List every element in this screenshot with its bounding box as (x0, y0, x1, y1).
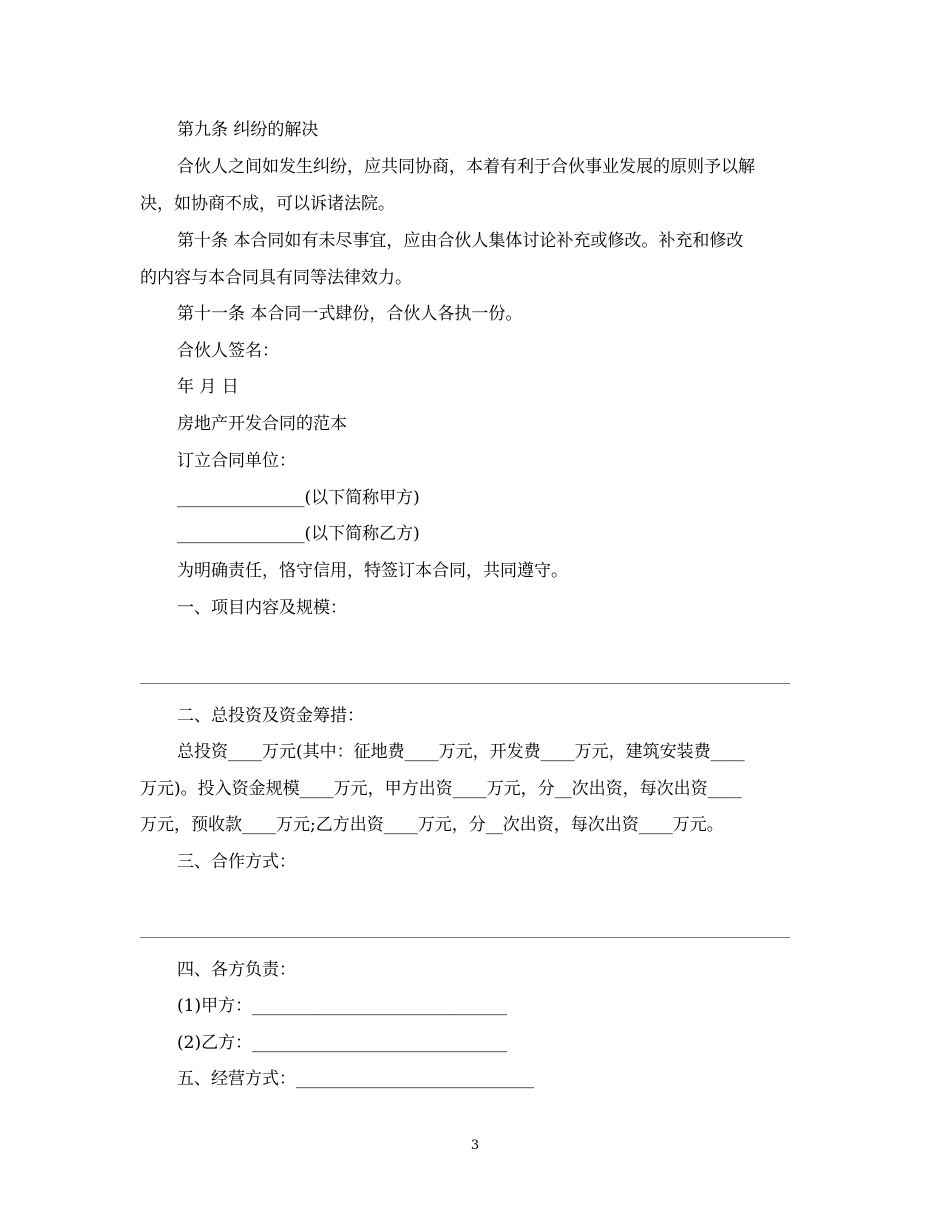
party-b-responsibility: (2)乙方：______________________________ (177, 1033, 508, 1053)
contracting-units-label: 订立合同单位： (177, 451, 296, 471)
party-a-blank: _______________(以下简称甲方) (177, 488, 420, 508)
party-b-blank: _______________(以下简称乙方) (177, 524, 420, 544)
article-11: 第十一条 本合同一式肆份，合伙人各执一份。 (177, 304, 523, 324)
article-9-heading: 第九条 纠纷的解决 (177, 120, 319, 140)
section-3-rule (140, 937, 790, 938)
contract-title: 房地产开发合同的范本 (177, 414, 347, 434)
section-2-heading: 二、总投资及资金筹措： (177, 706, 364, 726)
investment-line-2: 万元)。投入资金规模____万元，甲方出资____万元，分__次出资，每次出资____ (140, 779, 742, 799)
page-number: 3 (470, 1138, 480, 1153)
section-3-heading: 三、合作方式： (177, 852, 296, 872)
section-1-heading: 一、项目内容及规模： (177, 598, 347, 618)
partner-signature-label: 合伙人签名： (177, 341, 279, 361)
preamble: 为明确责任，恪守信用，特签订本合同，共同遵守。 (177, 561, 568, 581)
party-a-responsibility: (1)甲方：______________________________ (177, 996, 508, 1016)
article-10-line-2: 的内容与本合同具有同等法律效力。 (140, 268, 412, 288)
article-10-line-1: 第十条 本合同如有未尽事宜，应由合伙人集体讨论补充或修改。补充和修改 (177, 231, 744, 251)
section-5-operation-mode: 五、经营方式：____________________________ (177, 1069, 534, 1089)
article-9-text-line-1: 合伙人之间如发生纠纷，应共同协商，本着有利于合伙事业发展的原则予以解 (177, 157, 755, 177)
article-9-text-line-2: 决，如协商不成，可以诉诸法院。 (140, 194, 395, 214)
section-4-heading: 四、各方负责： (177, 960, 296, 980)
investment-line-3: 万元，预收款____万元;乙方出资____万元，分__次出资，每次出资____万元。 (140, 815, 724, 835)
section-1-rule (140, 683, 790, 684)
date-line: 年 月 日 (177, 377, 239, 397)
investment-line-1: 总投资____万元(其中：征地费____万元，开发费____万元，建筑安装费____ (177, 742, 745, 762)
